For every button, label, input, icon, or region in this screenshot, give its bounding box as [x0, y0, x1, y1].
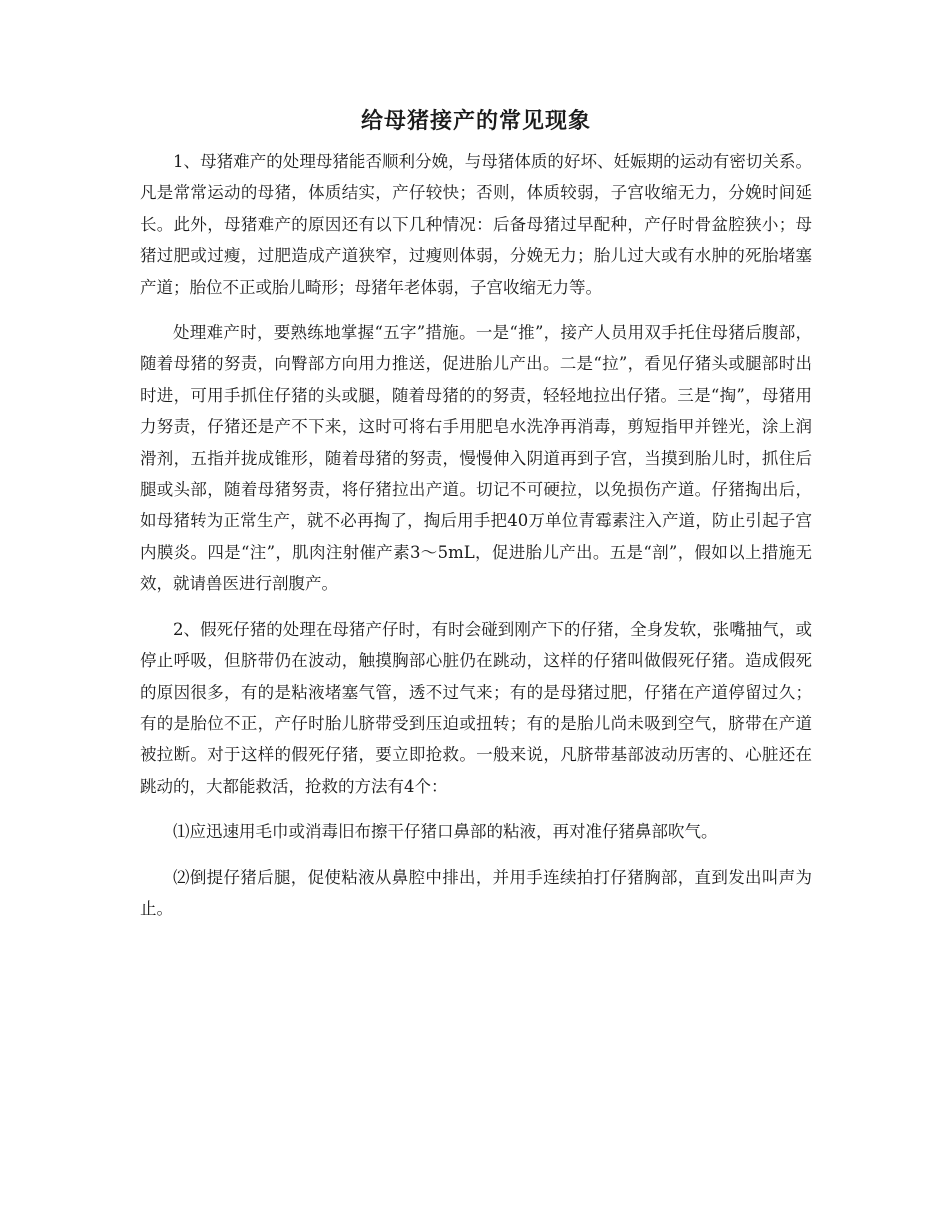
document-title: 给母猪接产的常见现象 — [360, 109, 591, 134]
paragraph-five-measures: 处理难产时，要熟练地掌握“五字”措施。一是“推”，接产人员用双手托住母猪后腹部，随着母猪的努责，向臀部方向用力推送，促进胎儿产出。二是“拉”，看见仔猪头或腿部时出时进，可用手抓住仔猪的头或腿，随着母猪的的努责，轻轻地拉出仔猪。三是“掏”，母猪用力努责，仔猪还是产不下来，这时可将右手用肥皂水洗净再消毒，剪短指甲并锉光，涂上润滑剂，五指并拢成锥形，随着母猪的努责，慢慢伸入阴道再到子宫，当摸到胎儿时，抓住后腿或头部，随着母猪努责，将仔猪拉出产道。切记不可硬拉，以免损伤产道。仔猪掏出后，如母猪转为正常生产，就不必再掏了，掏后用手把40万单位青霉素注入产道，防止引起子宫内膜炎。四是“注”，肌肉注射催产素3～5mL，促进胎儿产出。五是“剖”，假如以上措施无效，就请兽医进行剖腹产。 — [140, 323, 812, 594]
document-page — [140, 108, 812, 938]
paragraph-apparent-death: 2、假死仔猪的处理在母猪产仔时，有时会碰到刚产下的仔猪，全身发软，张嘴抽气，或停止呼吸，但脐带仍在波动，触摸胸部心脏仍在跳动，这样的仔猪叫做假死仔猪。造成假死的原因很多，有的是粘液堵塞气管，透不过气来；有的是母猪过肥，仔猪在产道停留过久；有的是胎位不正，产仔时胎儿脐带受到压迫或扭转；有的是胎儿尚未吸到空气，脐带在产道被拉断。对于这样的假死仔猪，要立即抢救。一般来说，凡脐带基部波动历害的、心脏还在跳动的，大都能救活，抢救的方法有4个： — [140, 619, 812, 796]
paragraph-difficult-labor: 1、母猪难产的处理母猪能否顺利分娩，与母猪体质的好坏、妊娠期的运动有密切关系。凡是常常运动的母猪，体质结实，产仔较快；否则，体质较弱，子宫收缩无力，分娩时间延长。此外，母猪难产的原因还有以下几种情况：后备母猪过早配种，产仔时骨盆腔狭小；母猪过肥或过瘦，过肥造成产道狭窄，过瘦则体弱，分娩无力；胎儿过大或有水肿的死胎堵塞产道；胎位不正或胎儿畸形；母猪年老体弱，子宫收缩无力等。 — [140, 152, 812, 297]
paragraph-method-1: ⑴应迅速用毛巾或消毒旧布擦干仔猪口鼻部的粘液，再对准仔猪鼻部吹气。 — [173, 822, 718, 842]
paragraph-method-2: ⑵倒提仔猪后腿，促使粘液从鼻腔中排出，并用手连续拍打仔猪胸部，直到发出叫声为止。 — [140, 867, 812, 918]
